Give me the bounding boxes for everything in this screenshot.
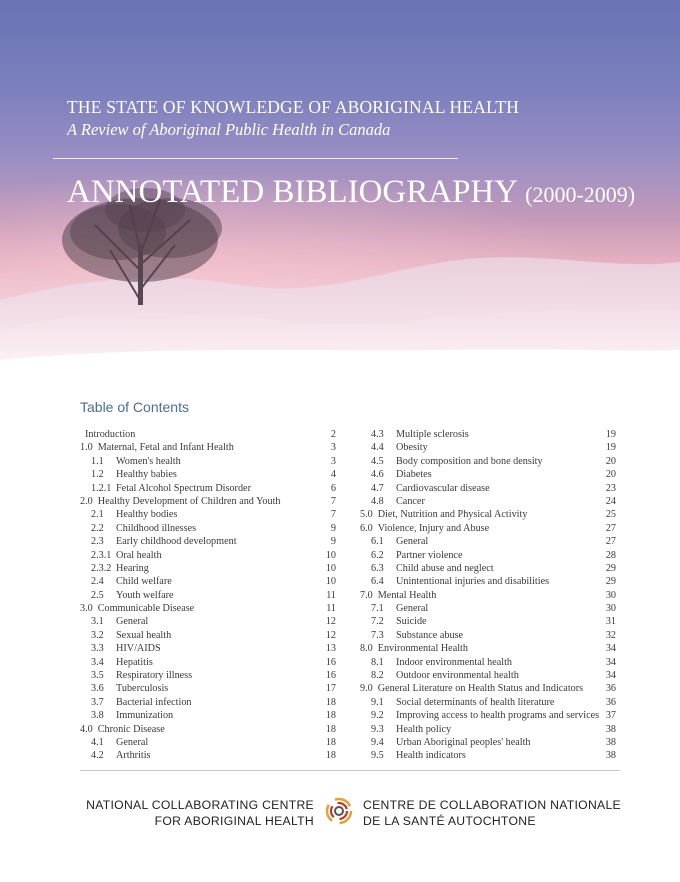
toc-entry[interactable]: [360, 589, 616, 602]
title-years: (2000-2009): [525, 182, 636, 207]
series-title: THE STATE OF KNOWLEDGE OF ABORIGINAL HEALTH: [67, 97, 520, 117]
toc-entry-label: General Literature on Health Status and Indicators: [377, 683, 584, 695]
cover-image: [0, 0, 680, 400]
toc-entry-page: 3: [330, 442, 336, 454]
toc-entry[interactable]: [80, 495, 336, 508]
footer-english-name: [86, 797, 314, 829]
toc-entry[interactable]: [360, 455, 616, 468]
toc-entry-label: Healthy Development of Children and Youth: [97, 495, 281, 507]
toc-entry-number: 7.0: [360, 589, 373, 601]
toc-entry-label: Chronic Disease: [97, 723, 165, 735]
toc-entry-number: 1.2.1: [91, 482, 112, 494]
toc-entry-label: Introduction: [85, 429, 136, 440]
main-title: [67, 174, 635, 211]
toc-entry[interactable]: [360, 522, 616, 535]
toc-entry-number: 4.0: [80, 723, 93, 735]
toc-entry-page: 34: [605, 670, 616, 682]
toc-entry[interactable]: [360, 749, 616, 762]
toc-entry-label: Respiratory illness: [116, 670, 193, 682]
toc-entry-page: 3: [330, 455, 336, 467]
toc-entry-page: 19: [605, 442, 616, 454]
toc-entry-number: 3.7: [91, 696, 104, 708]
toc-entry-number: 3.3: [91, 643, 104, 655]
toc-entry-page: 10: [325, 576, 336, 588]
toc-entry-number: 9.1: [371, 696, 384, 708]
toc-entry-page: 9: [330, 536, 336, 548]
toc-entry-label: General: [116, 736, 149, 748]
toc-entry[interactable]: [360, 428, 616, 441]
toc-entry-page: 38: [605, 736, 616, 748]
toc-entry-label: Early childhood development: [116, 536, 237, 548]
toc-entry-number: 9.5: [371, 750, 384, 762]
toc-entry[interactable]: [80, 696, 336, 709]
toc-entry-number: 3.8: [91, 710, 104, 722]
toc-entry-page: 38: [605, 723, 616, 735]
toc-entry[interactable]: [360, 669, 616, 682]
toc-entry-label: Violence, Injury and Abuse: [377, 522, 490, 534]
toc-right-column: [360, 428, 616, 763]
toc-entry-number: 2.3.2: [91, 562, 112, 574]
toc-entry-page: 19: [605, 429, 616, 440]
toc-entry[interactable]: [360, 482, 616, 495]
toc-entry-number: 1.2: [91, 469, 104, 481]
toc-entry-page: 18: [325, 736, 336, 748]
toc-entry-label: Partner violence: [396, 549, 463, 561]
toc-entry-number: 2.0: [80, 495, 93, 507]
toc-entry-label: Outdoor environmental health: [396, 670, 519, 682]
toc-entry-label: General: [396, 536, 429, 548]
toc-entry[interactable]: [360, 468, 616, 481]
toc-entry[interactable]: [360, 535, 616, 548]
toc-entry[interactable]: [360, 629, 616, 642]
toc-entry-page: 24: [605, 495, 616, 507]
toc-entry-page: 38: [605, 750, 616, 762]
toc-entry-page: 11: [326, 603, 336, 615]
toc-entry[interactable]: [80, 615, 336, 628]
toc-entry-number: 5.0: [360, 509, 373, 521]
toc-entry-number: 6.1: [371, 536, 384, 548]
toc-entry-number: 6.2: [371, 549, 384, 561]
toc-entry-label: Substance abuse: [396, 629, 464, 641]
toc-entry[interactable]: [80, 455, 336, 468]
toc-entry-page: 11: [326, 589, 336, 601]
toc-entry-label: Cancer: [396, 495, 425, 507]
toc-entry-number: 6.4: [371, 576, 384, 588]
toc-entry-number: 1.1: [91, 455, 104, 467]
main-title-text: ANNOTATED BIBLIOGRAPHY: [67, 174, 517, 210]
toc-entry-number: 9.4: [371, 736, 384, 748]
toc-entry[interactable]: [80, 723, 336, 736]
toc-entry-label: Hepatitis: [116, 656, 153, 668]
toc-entry[interactable]: [360, 575, 616, 588]
toc-entry-label: Health indicators: [396, 750, 466, 762]
footer-fr-line1: CENTRE DE COLLABORATION NATIONALE: [363, 798, 621, 812]
toc-entry-number: 3.4: [91, 656, 104, 668]
toc-entry-label: Unintentional injuries and disabilities: [396, 576, 550, 588]
toc-entry[interactable]: [80, 468, 336, 481]
toc-entry[interactable]: [80, 508, 336, 521]
toc-entry-label: Urban Aboriginal peoples' health: [396, 736, 531, 748]
toc-entry[interactable]: [80, 589, 336, 602]
toc-entry-page: 30: [605, 603, 616, 615]
toc-entry-number: 4.4: [371, 442, 384, 454]
toc-entry-number: 7.3: [371, 629, 384, 641]
footer-divider: [80, 770, 620, 771]
toc-entry-number: 4.5: [371, 455, 384, 467]
footer-en-line2: FOR ABORIGINAL HEALTH: [154, 814, 314, 828]
toc-entry-number: 9.2: [371, 710, 384, 722]
toc-entry-label: Cardiovascular disease: [396, 482, 490, 494]
toc-entry-number: 2.4: [91, 576, 104, 588]
toc-entry-number: 6.0: [360, 522, 373, 534]
toc-entry-label: Bacterial infection: [116, 696, 192, 708]
toc-entry-number: 3.0: [80, 603, 93, 615]
toc-entry-page: 4: [330, 469, 336, 481]
toc-entry[interactable]: [80, 629, 336, 642]
toc-entry-number: 7.1: [371, 603, 384, 615]
toc-entry-page: 7: [330, 509, 336, 521]
toc-entry-number: 8.1: [371, 656, 384, 668]
toc-entry-page: 27: [605, 522, 616, 534]
toc-entry-number: 3.5: [91, 670, 104, 682]
toc-entry[interactable]: [80, 575, 336, 588]
toc-entry-page: 37: [605, 710, 616, 722]
toc-entry-label: Tuberculosis: [116, 683, 169, 695]
toc-entry[interactable]: [360, 508, 616, 521]
toc-entry-page: 13: [325, 643, 336, 655]
toc-entry[interactable]: [80, 682, 336, 695]
toc-entry-label: Healthy bodies: [116, 509, 178, 521]
toc-entry[interactable]: [80, 428, 336, 441]
toc-entry-label: Suicide: [396, 616, 427, 628]
toc-heading: Table of Contents: [80, 399, 189, 415]
toc-entry-page: 27: [605, 536, 616, 548]
toc-entry-page: 17: [325, 683, 336, 695]
toc-entry-label: Diabetes: [396, 469, 432, 481]
toc-entry-page: 30: [605, 589, 616, 601]
toc-entry[interactable]: [80, 535, 336, 548]
toc-entry-label: General: [116, 616, 149, 628]
toc-entry-number: 2.5: [91, 589, 104, 601]
toc-entry-number: 4.1: [91, 736, 104, 748]
toc-entry-page: 34: [605, 656, 616, 668]
toc-entry-number: 1.0: [80, 442, 93, 454]
toc-entry-label: Youth welfare: [116, 589, 174, 601]
toc-entry-label: Child welfare: [116, 576, 172, 588]
toc-entry-label: Environmental Health: [377, 643, 468, 655]
title-divider: [53, 158, 458, 159]
toc-entry-number: 9.0: [360, 683, 373, 695]
toc-entry-label: Child abuse and neglect: [396, 562, 494, 574]
toc-entry-page: 36: [605, 683, 616, 695]
toc-entry[interactable]: [360, 602, 616, 615]
toc-entry-number: 8.0: [360, 643, 373, 655]
toc-entry-page: 2: [330, 429, 336, 440]
toc-entry-page: 12: [325, 616, 336, 628]
toc-entry[interactable]: [80, 736, 336, 749]
publication-subtitle: A Review of Aboriginal Public Health in Canada: [67, 120, 391, 139]
toc-entry[interactable]: [360, 696, 616, 709]
toc-left-column: [80, 428, 336, 763]
toc-entry[interactable]: [360, 723, 616, 736]
toc-entry-page: 18: [325, 710, 336, 722]
toc-entry-number: 2.2: [91, 522, 104, 534]
toc-entry-number: 2.3: [91, 536, 104, 548]
toc-entry-page: 29: [605, 576, 616, 588]
toc-entry-page: 23: [605, 482, 616, 494]
toc-entry-label: Childhood illnesses: [116, 522, 197, 534]
toc-entry-number: 9.3: [371, 723, 384, 735]
toc-entry-number: 7.2: [371, 616, 384, 628]
toc-entry-label: Healthy babies: [116, 469, 177, 481]
nccah-logo-icon: [324, 796, 354, 826]
toc-entry-label: Multiple sclerosis: [396, 429, 469, 440]
toc-entry-page: 10: [325, 549, 336, 561]
toc-entry-label: Social determinants of health literature: [396, 696, 555, 708]
toc-entry-page: 18: [325, 750, 336, 762]
toc-entry-label: Obesity: [396, 442, 428, 454]
toc-entry-label: Improving access to health programs and services: [396, 710, 600, 722]
toc-entry-label: Maternal, Fetal and Infant Health: [97, 442, 234, 454]
toc-entry-number: 4.2: [91, 750, 104, 762]
toc-entry-label: Sexual health: [116, 629, 172, 641]
toc-entry-page: 32: [605, 629, 616, 641]
toc-entry[interactable]: [360, 495, 616, 508]
toc-entry-number: 8.2: [371, 670, 384, 682]
toc-entry-label: Indoor environmental health: [396, 656, 512, 668]
toc-entry-page: 12: [325, 629, 336, 641]
toc-entry-page: 20: [605, 455, 616, 467]
toc-entry-label: Body composition and bone density: [396, 455, 543, 467]
toc-entry[interactable]: [360, 615, 616, 628]
toc-entry-page: 36: [605, 696, 616, 708]
toc-entry[interactable]: [80, 642, 336, 655]
toc-entry-label: Communicable Disease: [97, 603, 195, 615]
toc-entry-label: Mental Health: [377, 589, 437, 601]
toc-entry-label: Hearing: [116, 562, 149, 574]
toc-entry-page: 20: [605, 469, 616, 481]
footer-en-line1: NATIONAL COLLABORATING CENTRE: [86, 798, 314, 812]
toc-entry-number: 3.1: [91, 616, 104, 628]
footer-fr-line2: DE LA SANTÉ AUTOCHTONE: [363, 814, 536, 828]
toc-entry[interactable]: [360, 736, 616, 749]
toc-entry-page: 16: [325, 670, 336, 682]
toc-entry[interactable]: [80, 749, 336, 762]
toc-entry-page: 6: [330, 482, 336, 494]
toc-entry[interactable]: [360, 549, 616, 562]
toc-entry[interactable]: [360, 656, 616, 669]
toc-entry[interactable]: [80, 562, 336, 575]
toc-entry-label: Women's health: [116, 455, 181, 467]
toc-entry-page: 7: [330, 495, 336, 507]
toc-entry[interactable]: [360, 642, 616, 655]
toc-entry-number: 4.3: [371, 429, 384, 440]
toc-entry-number: 3.2: [91, 629, 104, 641]
toc-entry[interactable]: [360, 682, 616, 695]
toc-entry[interactable]: [360, 562, 616, 575]
toc-entry-page: 29: [605, 562, 616, 574]
toc-entry[interactable]: [360, 441, 616, 454]
toc-entry-number: 4.8: [371, 495, 384, 507]
toc-entry-page: 10: [325, 562, 336, 574]
toc-entry-label: Immunization: [116, 710, 174, 722]
toc-entry-number: 6.3: [371, 562, 384, 574]
toc-entry-number: 3.6: [91, 683, 104, 695]
toc-entry-number: 2.3.1: [91, 549, 112, 561]
toc-entry-number: 4.7: [371, 482, 384, 494]
toc-entry-label: Fetal Alcohol Spectrum Disorder: [116, 482, 251, 494]
toc-entry-label: Arthritis: [116, 750, 151, 762]
toc-entry-label: Health policy: [396, 723, 452, 735]
toc-entry[interactable]: [80, 709, 336, 722]
toc-entry-page: 18: [325, 696, 336, 708]
toc-entry[interactable]: [80, 656, 336, 669]
toc-entry-page: 9: [330, 522, 336, 534]
footer-french-name: [363, 797, 621, 829]
toc-entry-label: HIV/AIDS: [116, 643, 161, 655]
toc-entry-label: Diet, Nutrition and Physical Activity: [377, 509, 528, 521]
toc-entry-page: 28: [605, 549, 616, 561]
toc-entry[interactable]: [80, 669, 336, 682]
toc-entry[interactable]: [80, 549, 336, 562]
toc-entry-number: 4.6: [371, 469, 384, 481]
toc-entry-page: 16: [325, 656, 336, 668]
toc-entry[interactable]: [360, 709, 616, 722]
toc-entry[interactable]: [80, 441, 336, 454]
toc-entry[interactable]: [80, 482, 336, 495]
toc-entry-page: 18: [325, 723, 336, 735]
toc-entry-page: 34: [605, 643, 616, 655]
toc-entry-number: 2.1: [91, 509, 104, 521]
toc-entry-page: 31: [605, 616, 616, 628]
toc-entry[interactable]: [80, 602, 336, 615]
toc-entry-label: General: [396, 603, 429, 615]
toc-entry-label: Oral health: [116, 549, 162, 561]
toc-entry-page: 25: [605, 509, 616, 521]
toc-entry[interactable]: [80, 522, 336, 535]
